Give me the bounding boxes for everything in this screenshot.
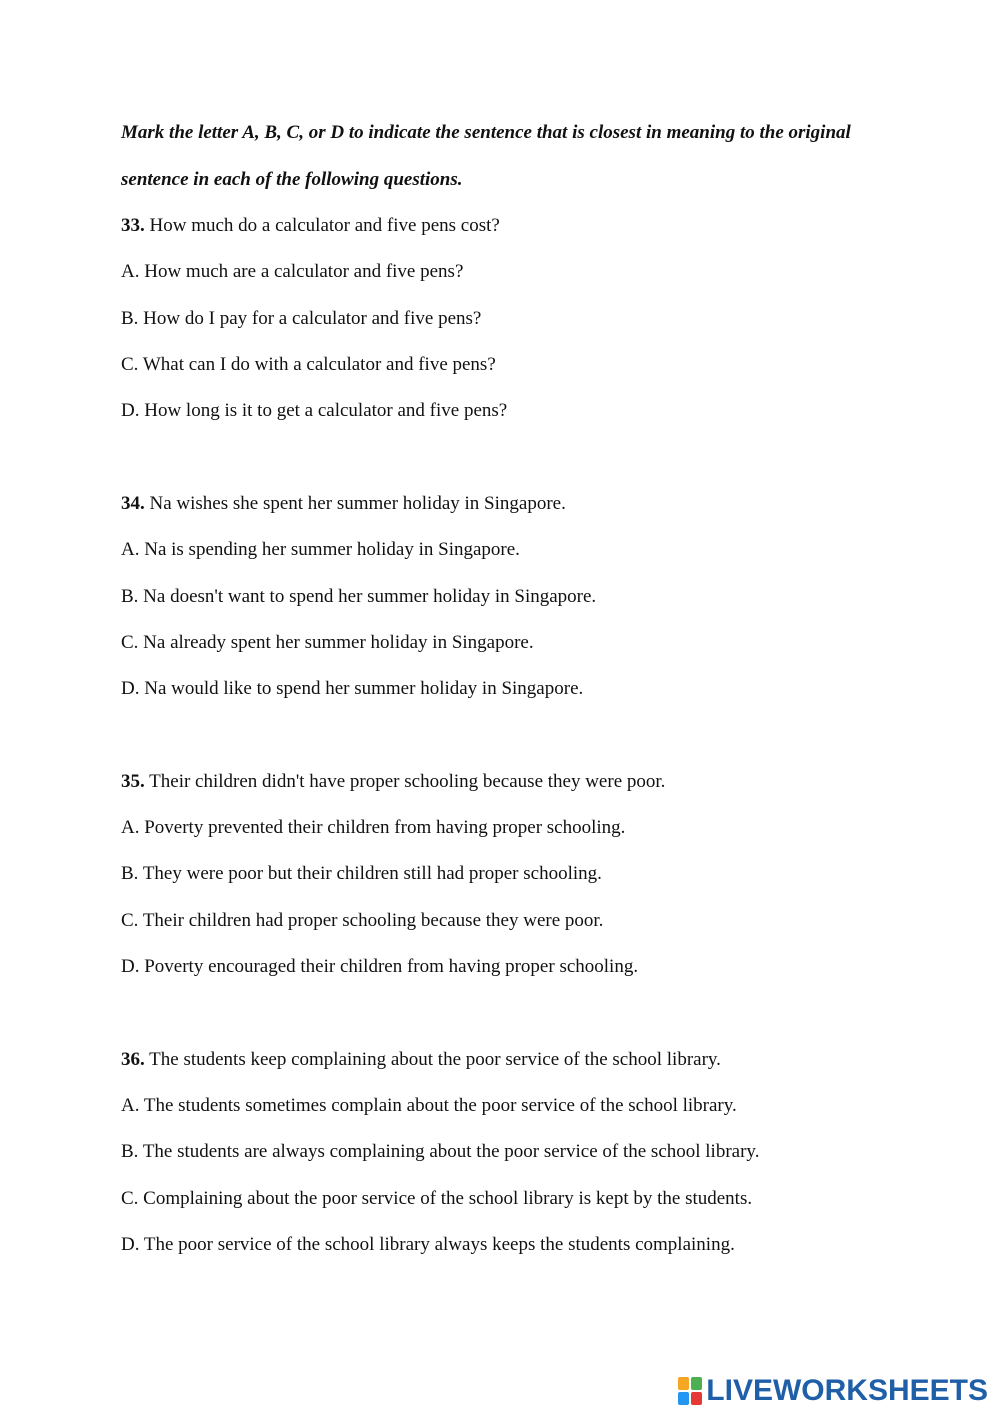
question-text: Their children didn't have proper schooling because they were poor. [144, 771, 666, 792]
option-b[interactable]: B. Na doesn't want to spend her summer holiday in Singapore. [121, 586, 597, 607]
question-33-stem [121, 214, 500, 238]
question-text: The students keep complaining about the poor service of the school library. [144, 1049, 721, 1070]
question-text: Na wishes she spent her summer holiday in Singapore. [144, 493, 566, 514]
option-c[interactable]: C. Na already spent her summer holiday in Singapore. [121, 632, 534, 653]
logo-blocks-icon [678, 1377, 702, 1405]
option-b[interactable]: B. They were poor but their children still had proper schooling. [121, 863, 602, 884]
option-a[interactable]: A. Na is spending her summer holiday in Singapore. [121, 539, 520, 560]
question-number: 33. [121, 215, 145, 236]
question-number: 34. [121, 493, 145, 514]
question-text: How much do a calculator and five pens cost? [144, 215, 500, 236]
question-number: 35. [121, 771, 145, 792]
option-a[interactable]: A. The students sometimes complain about the poor service of the school library. [121, 1095, 737, 1116]
option-b[interactable]: B. The students are always complaining about the poor service of the school library. [121, 1141, 760, 1162]
liveworksheets-logo [678, 1374, 988, 1408]
option-d[interactable]: D. Poverty encouraged their children from having proper schooling. [121, 956, 639, 977]
option-a[interactable]: A. How much are a calculator and five pens? [121, 261, 464, 282]
question-number: 36. [121, 1049, 145, 1070]
option-d[interactable]: D. The poor service of the school library always keeps the students complaining. [121, 1234, 735, 1255]
option-d[interactable]: D. How long is it to get a calculator and five pens? [121, 400, 508, 421]
instruction-text: Mark the letter A, B, C, or D to indicate the sentence that is closest in meaning to the original sentence in each of the following questions. [121, 122, 851, 190]
logo-text: LIVEWORKSHEETS [706, 1374, 988, 1407]
question-34-stem [121, 492, 566, 516]
question-36-stem [121, 1048, 721, 1072]
option-c[interactable]: C. Complaining about the poor service of the school library is kept by the students. [121, 1188, 753, 1209]
option-c[interactable]: C. What can I do with a calculator and five pens? [121, 354, 496, 375]
option-a[interactable]: A. Poverty prevented their children from having proper schooling. [121, 817, 626, 838]
option-b[interactable]: B. How do I pay for a calculator and five pens? [121, 308, 482, 329]
option-c[interactable]: C. Their children had proper schooling because they were poor. [121, 910, 604, 931]
question-35-stem [121, 770, 665, 794]
option-d[interactable]: D. Na would like to spend her summer holiday in Singapore. [121, 678, 584, 699]
